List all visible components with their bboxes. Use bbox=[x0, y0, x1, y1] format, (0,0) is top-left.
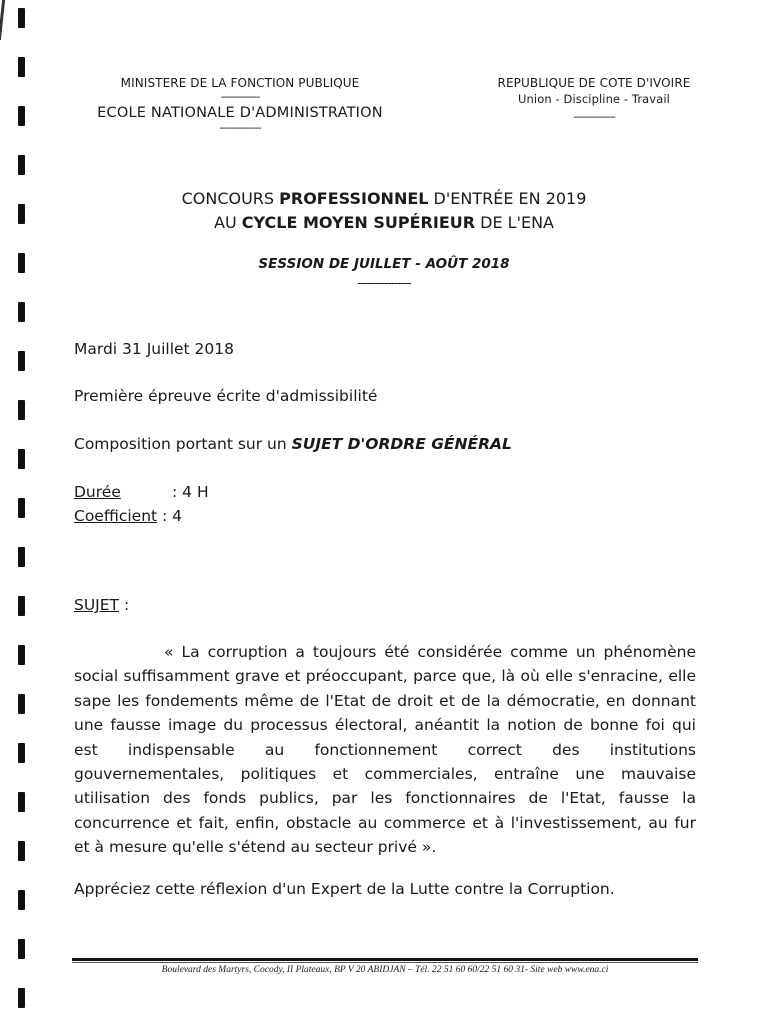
sujet-body bbox=[74, 640, 696, 860]
header-left bbox=[60, 76, 420, 134]
separator: ------------- bbox=[220, 90, 260, 103]
binding-hole bbox=[18, 351, 25, 371]
binding-hole bbox=[18, 449, 25, 469]
binding-hole bbox=[18, 939, 25, 959]
school-name: ECOLE NATIONALE D'ADMINISTRATION bbox=[97, 105, 383, 121]
exam-coefficient bbox=[74, 507, 182, 525]
binding-hole bbox=[18, 106, 25, 126]
separator: -------------- bbox=[219, 121, 261, 134]
session-label: SESSION DE JUILLET - AOÛT 2018 bbox=[258, 256, 510, 272]
binding-hole bbox=[18, 400, 25, 420]
footer-rule bbox=[72, 958, 698, 961]
republic-name: REPUBLIQUE DE COTE D'IVOIRE bbox=[497, 76, 691, 90]
sujet-instruction: Appréciez cette réflexion d'un Expert de la Lutte contre la Corruption. bbox=[74, 880, 615, 898]
footer-rule-thin bbox=[72, 962, 698, 963]
binding-hole bbox=[18, 890, 25, 910]
binding-hole bbox=[18, 498, 25, 518]
binding-hole bbox=[18, 155, 25, 175]
sujet-label: SUJET bbox=[74, 596, 120, 614]
binding-hole bbox=[18, 645, 25, 665]
header-right bbox=[470, 76, 718, 123]
title-line-2: AU CYCLE MOYEN SUPÉRIEUR DE L'ENA bbox=[214, 213, 554, 232]
binding-hole bbox=[18, 57, 25, 77]
exam-title bbox=[0, 187, 768, 235]
duration-label: Durée bbox=[74, 483, 121, 501]
ministry-name: MINISTERE DE LA FONCTION PUBLIQUE bbox=[120, 76, 360, 90]
binding-hole bbox=[18, 792, 25, 812]
separator: ---------------- bbox=[357, 276, 411, 290]
coefficient-value: : 4 bbox=[162, 507, 183, 525]
binding-hole bbox=[18, 8, 25, 28]
binding-holes bbox=[18, 0, 28, 1024]
separator: -------------- bbox=[573, 110, 615, 123]
exam-composition: Composition portant sur un SUJET D'ORDRE GÉNÉRAL bbox=[74, 435, 512, 453]
binding-hole bbox=[18, 988, 25, 1008]
sujet-heading: SUJET : bbox=[74, 596, 130, 614]
exam-epreuve: Première épreuve écrite d'admissibilité bbox=[74, 387, 378, 405]
duration-value: : 4 H bbox=[172, 483, 209, 501]
footer-address: Boulevard des Martyrs, Cocody, II Plateaux, BP V 20 ABIDJAN – Tél. 22 51 60 60/22 51 60 31- Site web www.ena.ci bbox=[161, 965, 609, 975]
binding-hole bbox=[18, 841, 25, 861]
binding-hole bbox=[18, 743, 25, 763]
sujet-quote: « La corruption a toujours été considérée comme un phénomène social suffisamment grave et préoccupant, parce que, là où elle s'enracine, elle sape les fondements même de l'Etat de droit et de la démocratie, en donnant une fausse image du processus électoral, anéantit la notion de bonne foi qui est indispensable au fonctionnement correct des institutions gouvernementales, politiques et commerciales, entraîne une mauvaise utilisation des fonds publics, par les fonctionnaires de l'Etat, fausse la concurrence et fait, enfin, obstacle au commerce et à l'investissement, au fur et à mesure qu'elle s'étend au secteur privé ». bbox=[74, 643, 696, 857]
binding-hole bbox=[18, 694, 25, 714]
national-motto: Union - Discipline - Travail bbox=[518, 92, 670, 106]
subject-type: SUJET D'ORDRE GÉNÉRAL bbox=[291, 435, 512, 453]
page-edge-mark bbox=[0, 0, 5, 40]
coefficient-label: Coefficient bbox=[74, 507, 158, 525]
title-line-1: CONCOURS PROFESSIONNEL D'ENTRÉE EN 2019 bbox=[181, 189, 587, 208]
binding-hole bbox=[18, 596, 25, 616]
binding-hole bbox=[18, 302, 25, 322]
exam-duration bbox=[74, 483, 209, 501]
binding-hole bbox=[18, 547, 25, 567]
exam-date: Mardi 31 Juillet 2018 bbox=[74, 340, 234, 358]
